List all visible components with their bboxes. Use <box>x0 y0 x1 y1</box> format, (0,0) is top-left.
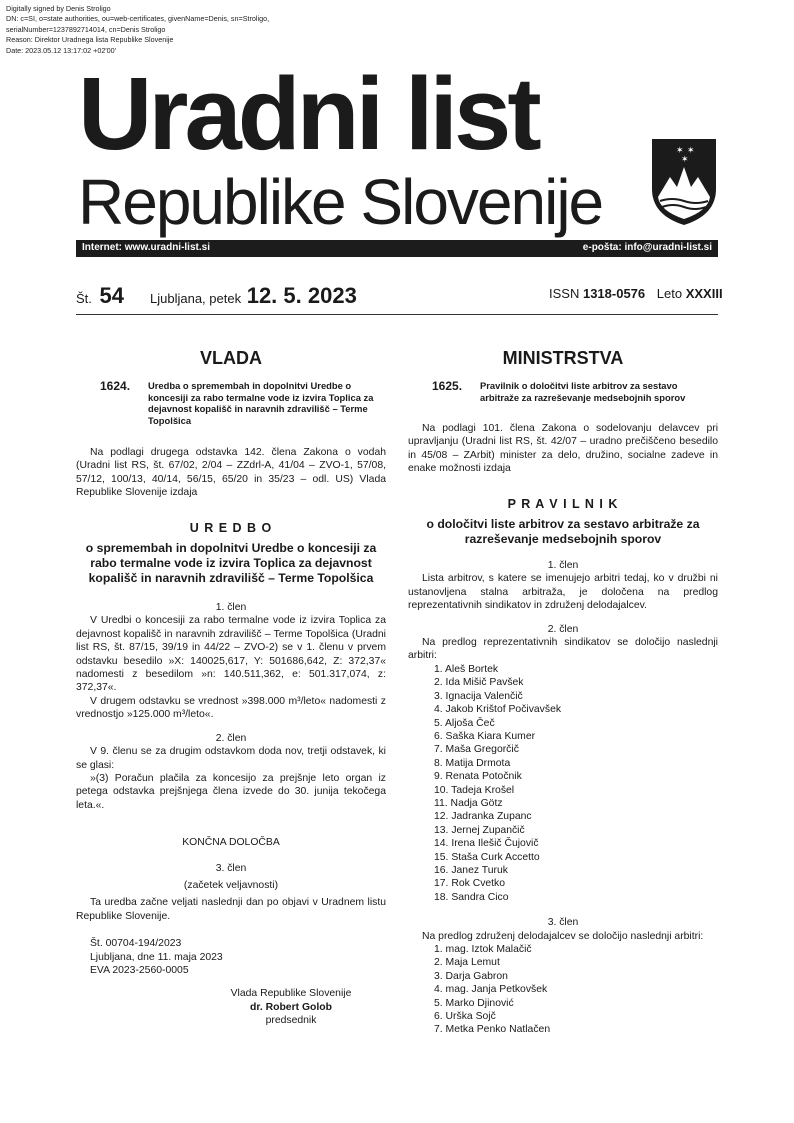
list-item: 1. mag. Iztok Malačič <box>434 944 532 955</box>
list-item: 18. Sandra Cico <box>434 891 509 903</box>
article-heading: 2. člen <box>547 623 579 635</box>
document-type: P R A V I L N I K <box>507 496 619 511</box>
signature-line: Digitally signed by Denis Stroligo <box>6 4 111 13</box>
list-item: 1. Aleš Bortek <box>434 663 499 675</box>
reference-date: Ljubljana, dne 11. maja 2023 <box>90 951 223 963</box>
list-item: 15. Staša Curk Accetto <box>434 851 540 863</box>
section-heading: VLADA <box>200 348 262 368</box>
list-item: 11. Nadja Götz <box>434 797 503 809</box>
issue-number <box>76 283 124 309</box>
masthead-title: Uradni list <box>78 56 538 171</box>
act-title: Pravilnik o določitvi liste arbitrov za sestavo arbitraže za razreševanje medsebojnih sporov <box>480 380 686 403</box>
article-heading: 3. člen <box>547 917 579 929</box>
list-item: 5. Aljoša Čeč <box>434 717 495 729</box>
final-provision-heading: KONČNA DOLOČBA <box>182 837 280 849</box>
svg-text:✶: ✶ <box>681 155 689 165</box>
masthead-bar <box>76 240 718 257</box>
list-item: 8. Matija Drmota <box>434 757 511 769</box>
signatory-body: Vlada Republike Slovenije <box>230 988 352 1000</box>
intro-paragraph: Na podlagi drugega odstavka 142. člena Zakona o vodah (Uradni list RS, št. 67/02, 2/04 – ZZdrl-A, 41/04 – ZVO-1, 57/08, 57/12, 100/13, 40/14, 56/15, 65/20 in 35/23 – odl. US) Vlada Republike Slovenije izdaja <box>76 447 386 499</box>
list-item: 4. mag. Janja Petkovšek <box>434 984 548 996</box>
paragraph: V Uredbi o koncesiji za rabo termalne vode iz izvira Toplica za dejavnost kopališč in naravnih zdravilišč – Terme Topolšica (Uradni list RS, št. 87/15, 39/19 in 44/22 – ZVO-2) se v 1. členu v prvem odstavku besedilo »X: 140025,617, Y: 501686,642, Z: 372,37« nadomesti z besedilom »n: 140.511,362, e: 501.317,074, z: 372,37«. <box>76 615 386 694</box>
act-number: 1625. <box>432 379 463 393</box>
list-item: 7. Metka Penko Natlačen <box>434 1024 551 1036</box>
list-item: 6. Urška Sojč <box>434 1011 496 1023</box>
list-item: 2. Maja Lemut <box>434 957 500 969</box>
issue-date-value: 12. 5. 2023 <box>246 283 357 308</box>
article-subtitle: (začetek veljavnosti) <box>183 879 279 891</box>
paragraph: Ta uredba začne veljati naslednji dan po objavi v Uradnem listu Republike Slovenije. <box>76 897 386 922</box>
reference-number: Št. 00704-194/2023 <box>90 938 182 950</box>
list-item: 3. Darja Gabron <box>434 970 508 982</box>
list-item: 3. Ignacija Valenčič <box>434 690 523 702</box>
svg-text:✶: ✶ <box>687 146 695 156</box>
paragraph: »(3) Poračun plačila za koncesijo za prejšnje leto organ iz petega odstavka prejšnjega člena izvede do 30. junija tekočega leta.«. <box>76 772 386 811</box>
article-heading: 1. člen <box>547 560 579 572</box>
paragraph: Na predlog združenj delodajalcev se določijo naslednji arbitri: <box>422 930 704 942</box>
issue-number-value: 54 <box>99 283 125 308</box>
act-number: 1624. <box>100 379 131 393</box>
document-title: o določitvi liste arbitrov za sestavo arbitraže za razreševanje medsebojnih sporov <box>426 517 700 547</box>
list-item: 14. Irena Ilešič Čujovič <box>434 838 539 850</box>
paragraph: Na predlog reprezentativnih sindikatov se določijo naslednji arbitri: <box>408 637 718 662</box>
masthead-subtitle: Republike Slovenije <box>78 166 603 238</box>
list-item: 16. Janez Turuk <box>434 864 508 876</box>
arbiter-list-unions <box>408 663 718 904</box>
svg-text:✶: ✶ <box>676 146 684 156</box>
list-item: 13. Jernej Zupančič <box>434 824 525 836</box>
coat-of-arms-icon <box>650 137 718 227</box>
arbiter-list-employers <box>408 943 718 1037</box>
document-title: o spremembah in dopolnitvi Uredbe o koncesiji za rabo termalne vode iz izvira Toplica za dejavnost kopališč in naravnih zdravilišč – Terme Topolšica <box>85 541 377 586</box>
paragraph: Lista arbitrov, s katere se imenujejo arbitri tedaj, ko v družbi ni ustanovljena stalna arbitraža, je določena na predlog reprezentativnih sindikatov in združenj delodajalcev. <box>408 573 718 612</box>
list-item: 7. Maša Gregorčič <box>434 744 519 756</box>
list-item: 9. Renata Potočnik <box>434 771 522 783</box>
leto-label: Leto <box>656 286 683 301</box>
issue-date <box>150 283 357 309</box>
list-item: 5. Marko Djinović <box>434 997 514 1009</box>
reference-eva: EVA 2023-2560-0005 <box>90 964 189 976</box>
act-header <box>432 380 718 403</box>
signature-line: serialNumber=1237892714014, cn=Denis Stroligo <box>6 24 166 34</box>
act-header <box>100 380 386 426</box>
list-item: 6. Saška Kiara Kumer <box>434 730 536 742</box>
digital-signature <box>6 4 269 56</box>
article-heading: 2. člen <box>215 732 247 744</box>
signatory-name: dr. Robert Golob <box>250 1001 332 1013</box>
right-body <box>408 422 718 1037</box>
email-link[interactable]: e-pošta: info@uradni-list.si <box>582 242 712 253</box>
signature-line: Reason: Direktor Uradnega lista Republike Slovenije <box>6 35 174 45</box>
paragraph: V 9. členu se za drugim odstavkom doda nov, tretji odstavek, ki se glasi: <box>76 746 386 771</box>
website-link[interactable]: Internet: www.uradni-list.si <box>82 242 210 253</box>
act-title: Uredba o spremembah in dopolnitvi Uredbe o koncesiji za rabo termalne vode iz izvira Toplica za dejavnost kopališč in naravnih zdravilišč – Terme Topolšica <box>148 380 374 426</box>
issue-place: Ljubljana, petek <box>150 291 242 306</box>
issn-label: ISSN <box>549 286 580 301</box>
list-item: 17. Rok Cvetko <box>434 878 506 890</box>
list-item: 2. Ida Mišič Pavšek <box>434 677 524 689</box>
section-heading: MINISTRSTVA <box>502 348 624 368</box>
list-item: 4. Jakob Krištof Počivavšek <box>434 704 562 716</box>
issn-value: 1318-0576 <box>582 286 646 301</box>
header-divider <box>76 314 718 315</box>
article-heading: 1. člen <box>215 602 247 614</box>
issn <box>549 286 723 301</box>
list-item: 10. Tadeja Krošel <box>434 784 515 796</box>
leto-value: XXXIII <box>685 286 723 301</box>
left-body <box>76 446 386 1028</box>
intro-paragraph: Na podlagi 101. člena Zakona o sodelovanju delavcev pri upravljanju (Uradni list RS, št. 42/07 – uradno prečiščeno besedilo in 45/08 – ZArbit) minister za delo, družino, socialne zadeve in enake možnosti izdaja <box>408 423 718 475</box>
document-type: U R E D B O <box>189 520 273 535</box>
signature-line: DN: c=SI, o=state authorities, ou=web-certificates, givenName=Denis, sn=Stroligo, <box>6 14 270 24</box>
issue-label: Št. <box>76 291 92 306</box>
signatory-role: predsednik <box>265 1015 317 1027</box>
list-item: 12. Jadranka Zupanc <box>434 811 532 823</box>
article-heading: 3. člen <box>215 862 247 874</box>
paragraph: V drugem odstavku se vrednost »398.000 m³/leto« nadomesti z vrednostjo »125.000 m³/leto«. <box>76 695 386 721</box>
signature-line: Date: 2023.05.12 13:17:02 +02'00' <box>6 45 117 55</box>
signature-block <box>196 987 386 1027</box>
